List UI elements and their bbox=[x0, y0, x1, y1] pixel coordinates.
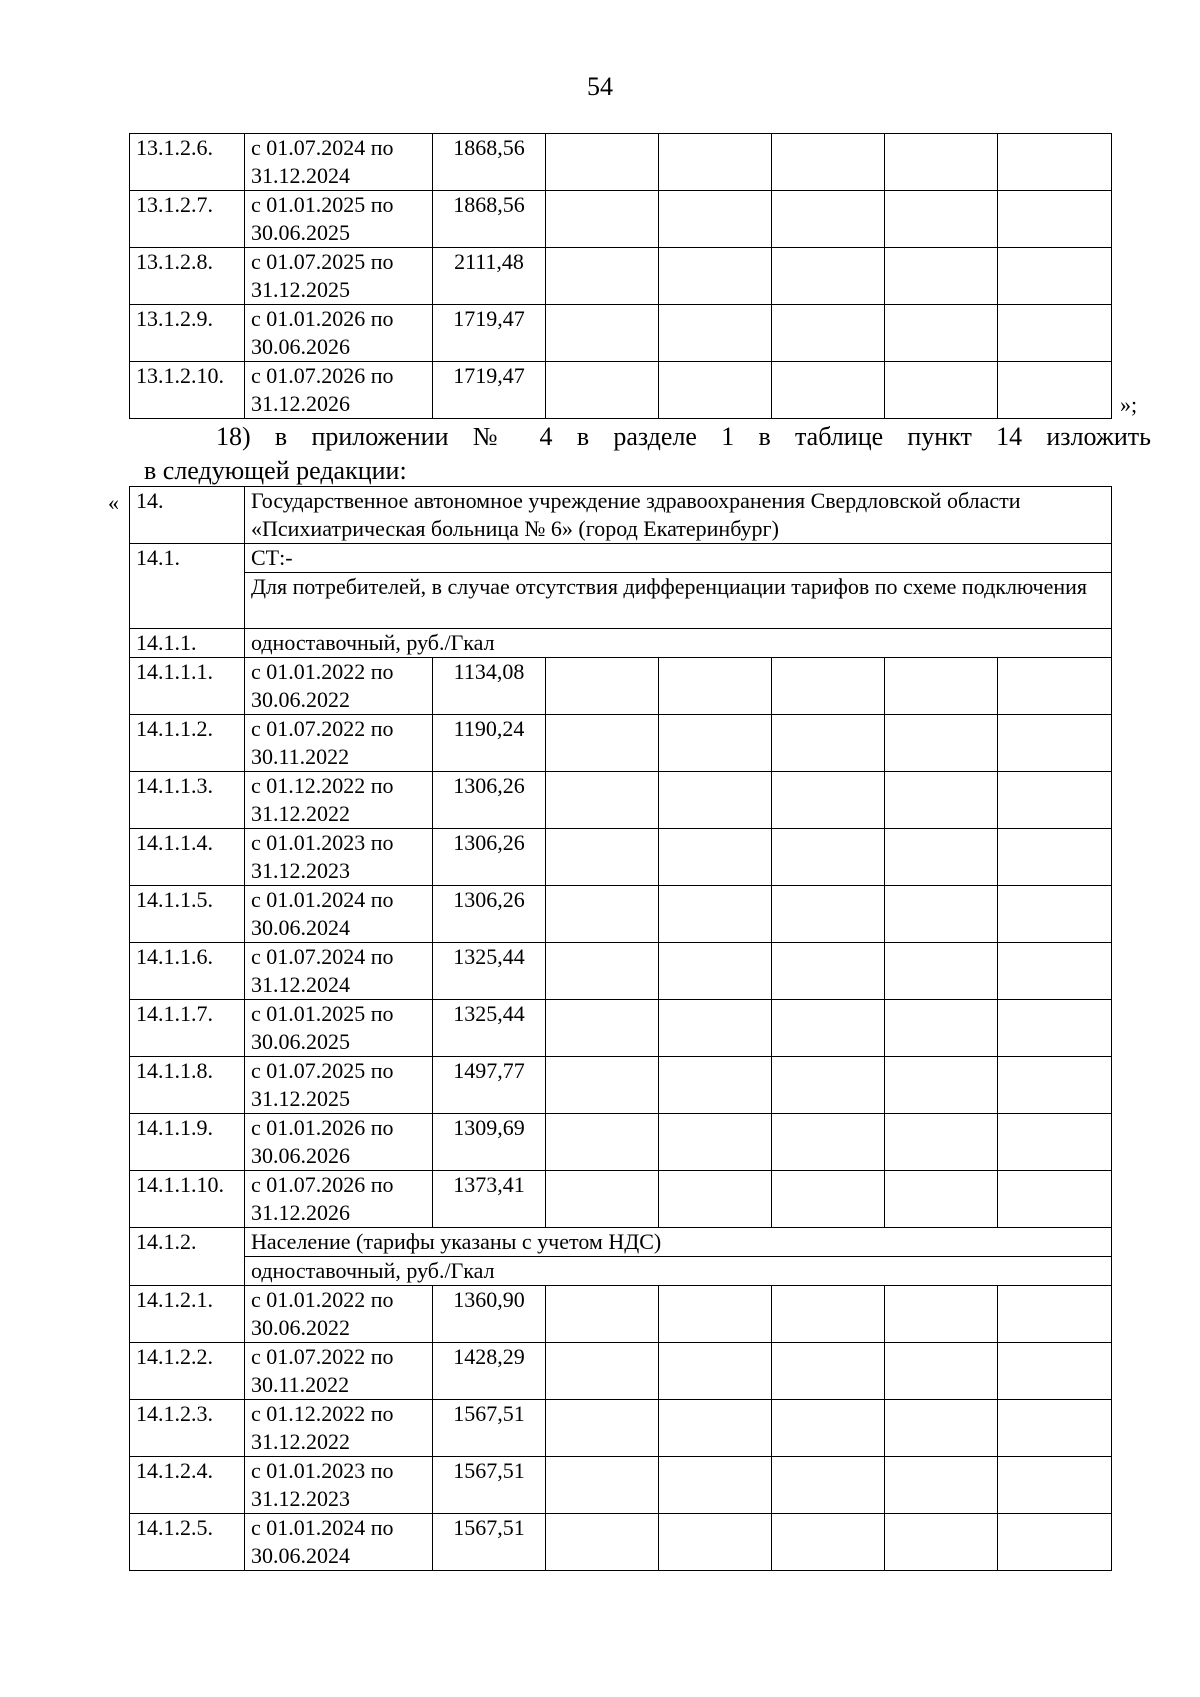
empty-cell bbox=[772, 1457, 885, 1514]
empty-cell bbox=[659, 943, 772, 1000]
empty-cell bbox=[998, 248, 1112, 305]
row-value: 1428,29 bbox=[433, 1343, 546, 1400]
row-period: с 01.07.2025 по 31.12.2025 bbox=[245, 1057, 433, 1114]
empty-cell bbox=[998, 658, 1112, 715]
table-row bbox=[130, 1400, 1112, 1457]
st-row bbox=[130, 544, 1112, 573]
row-value: 1868,56 bbox=[433, 134, 546, 191]
page-number: 54 bbox=[587, 72, 613, 101]
org-row bbox=[130, 487, 1112, 544]
table-row bbox=[130, 1171, 1112, 1228]
row-id: 13.1.2.9. bbox=[130, 305, 245, 362]
empty-cell bbox=[659, 715, 772, 772]
empty-cell bbox=[885, 772, 998, 829]
empty-cell bbox=[659, 886, 772, 943]
row-value: 1868,56 bbox=[433, 191, 546, 248]
empty-cell bbox=[659, 1171, 772, 1228]
row-value: 1306,26 bbox=[433, 772, 546, 829]
population-label: Население (тарифы указаны с учетом НДС) bbox=[245, 1228, 1112, 1257]
row-value: 1360,90 bbox=[433, 1286, 546, 1343]
row-period: с 01.01.2022 по 30.06.2022 bbox=[245, 658, 433, 715]
empty-cell bbox=[772, 1514, 885, 1571]
empty-cell bbox=[546, 1057, 659, 1114]
row-period: с 01.01.2026 по 30.06.2026 bbox=[245, 305, 433, 362]
empty-cell bbox=[885, 943, 998, 1000]
row-id: 13.1.2.7. bbox=[130, 191, 245, 248]
table-row bbox=[130, 772, 1112, 829]
empty-cell bbox=[998, 1000, 1112, 1057]
row-period: с 01.01.2022 по 30.06.2022 bbox=[245, 1286, 433, 1343]
row-value: 1497,77 bbox=[433, 1057, 546, 1114]
empty-cell bbox=[772, 1286, 885, 1343]
row-value: 1373,41 bbox=[433, 1171, 546, 1228]
row-id: 14.1.1.3. bbox=[130, 772, 245, 829]
row-period: с 01.01.2025 по 30.06.2025 bbox=[245, 1000, 433, 1057]
table-row bbox=[130, 362, 1112, 419]
empty-cell bbox=[885, 715, 998, 772]
closing-quote: »; bbox=[1120, 392, 1138, 417]
population-id: 14.1.2. bbox=[130, 1228, 245, 1286]
empty-cell bbox=[885, 248, 998, 305]
empty-cell bbox=[885, 829, 998, 886]
empty-cell bbox=[885, 191, 998, 248]
row-value: 1567,51 bbox=[433, 1400, 546, 1457]
empty-cell bbox=[998, 305, 1112, 362]
row-id: 13.1.2.8. bbox=[130, 248, 245, 305]
opening-quote: « bbox=[108, 490, 119, 515]
single-rate-row bbox=[130, 629, 1112, 658]
empty-cell bbox=[659, 772, 772, 829]
empty-cell bbox=[659, 191, 772, 248]
empty-cell bbox=[772, 248, 885, 305]
row-id: 14.1.2.3. bbox=[130, 1400, 245, 1457]
row-period: с 01.12.2022 по 31.12.2022 bbox=[245, 1400, 433, 1457]
consumers-label: Для потребителей, в случае отсутствия дифференциации тарифов по схеме подключения bbox=[245, 573, 1112, 629]
row-id: 14.1.2.2. bbox=[130, 1343, 245, 1400]
empty-cell bbox=[772, 1000, 885, 1057]
single-rate-label: одноставочный, руб./Гкал bbox=[245, 629, 1112, 658]
row-value: 1309,69 bbox=[433, 1114, 546, 1171]
empty-cell bbox=[998, 1400, 1112, 1457]
empty-cell bbox=[885, 1343, 998, 1400]
row-id: 14.1.1.6. bbox=[130, 943, 245, 1000]
table-row bbox=[130, 1114, 1112, 1171]
population-rate-label: одноставочный, руб./Гкал bbox=[245, 1257, 1112, 1286]
empty-cell bbox=[772, 305, 885, 362]
empty-cell bbox=[659, 362, 772, 419]
empty-cell bbox=[659, 1514, 772, 1571]
empty-cell bbox=[659, 134, 772, 191]
empty-cell bbox=[659, 829, 772, 886]
table-row bbox=[130, 305, 1112, 362]
empty-cell bbox=[885, 134, 998, 191]
empty-cell bbox=[546, 1514, 659, 1571]
table-row bbox=[130, 715, 1112, 772]
row-id: 14.1.1.5. bbox=[130, 886, 245, 943]
row-period: с 01.07.2022 по 30.11.2022 bbox=[245, 715, 433, 772]
row-period: с 01.07.2025 по 31.12.2025 bbox=[245, 248, 433, 305]
row-id: 14.1.2.1. bbox=[130, 1286, 245, 1343]
row-period: с 01.07.2026 по 31.12.2026 bbox=[245, 1171, 433, 1228]
empty-cell bbox=[546, 1171, 659, 1228]
tariff-table-continued bbox=[129, 133, 1112, 419]
empty-cell bbox=[659, 1000, 772, 1057]
empty-cell bbox=[885, 1000, 998, 1057]
table-row bbox=[130, 943, 1112, 1000]
empty-cell bbox=[772, 1114, 885, 1171]
empty-cell bbox=[998, 886, 1112, 943]
row-period: с 01.01.2023 по 31.12.2023 bbox=[245, 829, 433, 886]
empty-cell bbox=[772, 829, 885, 886]
row-value: 1719,47 bbox=[433, 305, 546, 362]
empty-cell bbox=[546, 191, 659, 248]
row-period: с 01.01.2024 по 30.06.2024 bbox=[245, 1514, 433, 1571]
empty-cell bbox=[772, 1057, 885, 1114]
empty-cell bbox=[546, 1343, 659, 1400]
st-label: СТ:- bbox=[245, 544, 1112, 573]
row-period: с 01.01.2026 по 30.06.2026 bbox=[245, 1114, 433, 1171]
table-row bbox=[130, 829, 1112, 886]
empty-cell bbox=[659, 1457, 772, 1514]
empty-cell bbox=[772, 772, 885, 829]
row-id: 14.1.1.2. bbox=[130, 715, 245, 772]
empty-cell bbox=[772, 1171, 885, 1228]
empty-cell bbox=[546, 1286, 659, 1343]
population-rate-row bbox=[130, 1257, 1112, 1286]
row-period: с 01.07.2024 по 31.12.2024 bbox=[245, 943, 433, 1000]
empty-cell bbox=[998, 715, 1112, 772]
empty-cell bbox=[885, 362, 998, 419]
empty-cell bbox=[998, 1286, 1112, 1343]
empty-cell bbox=[659, 1343, 772, 1400]
paragraph-line-2: в следующей редакции: bbox=[144, 456, 407, 485]
empty-cell bbox=[659, 248, 772, 305]
row-value: 2111,48 bbox=[433, 248, 546, 305]
empty-cell bbox=[546, 658, 659, 715]
empty-cell bbox=[772, 886, 885, 943]
empty-cell bbox=[885, 1514, 998, 1571]
empty-cell bbox=[885, 1400, 998, 1457]
empty-cell bbox=[998, 191, 1112, 248]
empty-cell bbox=[885, 886, 998, 943]
empty-cell bbox=[772, 1400, 885, 1457]
empty-cell bbox=[546, 829, 659, 886]
row-value: 1567,51 bbox=[433, 1457, 546, 1514]
empty-cell bbox=[659, 658, 772, 715]
table-row bbox=[130, 1457, 1112, 1514]
empty-cell bbox=[546, 943, 659, 1000]
org-id: 14. bbox=[130, 487, 245, 544]
table-row bbox=[130, 191, 1112, 248]
table-row bbox=[130, 1343, 1112, 1400]
empty-cell bbox=[998, 362, 1112, 419]
table-row bbox=[130, 886, 1112, 943]
empty-cell bbox=[998, 134, 1112, 191]
row-value: 1306,26 bbox=[433, 829, 546, 886]
empty-cell bbox=[885, 1114, 998, 1171]
row-id: 13.1.2.10. bbox=[130, 362, 245, 419]
empty-cell bbox=[885, 305, 998, 362]
row-id: 14.1.1.8. bbox=[130, 1057, 245, 1114]
table-row bbox=[130, 1057, 1112, 1114]
empty-cell bbox=[998, 772, 1112, 829]
single-rate-id: 14.1.1. bbox=[130, 629, 245, 658]
empty-cell bbox=[659, 1114, 772, 1171]
empty-cell bbox=[546, 772, 659, 829]
row-value: 1134,08 bbox=[433, 658, 546, 715]
row-period: с 01.01.2024 по 30.06.2024 bbox=[245, 886, 433, 943]
empty-cell bbox=[772, 658, 885, 715]
empty-cell bbox=[659, 305, 772, 362]
row-id: 13.1.2.6. bbox=[130, 134, 245, 191]
empty-cell bbox=[546, 1400, 659, 1457]
empty-cell bbox=[885, 1286, 998, 1343]
empty-cell bbox=[772, 134, 885, 191]
consumers-row bbox=[130, 573, 1112, 629]
paragraph-line-1: 18) в приложении № 4 в разделе 1 в таблице пункт 14 изложить bbox=[216, 422, 1151, 451]
row-value: 1567,51 bbox=[433, 1514, 546, 1571]
empty-cell bbox=[998, 829, 1112, 886]
empty-cell bbox=[546, 1114, 659, 1171]
row-period: с 01.07.2022 по 30.11.2022 bbox=[245, 1343, 433, 1400]
empty-cell bbox=[772, 362, 885, 419]
empty-cell bbox=[546, 1457, 659, 1514]
row-value: 1325,44 bbox=[433, 943, 546, 1000]
empty-cell bbox=[546, 886, 659, 943]
table-row bbox=[130, 658, 1112, 715]
empty-cell bbox=[885, 658, 998, 715]
empty-cell bbox=[772, 943, 885, 1000]
empty-cell bbox=[659, 1400, 772, 1457]
empty-cell bbox=[659, 1057, 772, 1114]
row-value: 1190,24 bbox=[433, 715, 546, 772]
population-row bbox=[130, 1228, 1112, 1257]
empty-cell bbox=[546, 248, 659, 305]
row-id: 14.1.1.9. bbox=[130, 1114, 245, 1171]
row-period: с 01.01.2025 по 30.06.2025 bbox=[245, 191, 433, 248]
empty-cell bbox=[885, 1171, 998, 1228]
org-name: Государственное автономное учреждение здравоохранения Свердловской области «Психиатрическая больница № 6» (город Екатеринбург) bbox=[245, 487, 1112, 544]
empty-cell bbox=[659, 1286, 772, 1343]
empty-cell bbox=[546, 134, 659, 191]
row-id: 14.1.1.10. bbox=[130, 1171, 245, 1228]
st-id: 14.1. bbox=[130, 544, 245, 629]
table-row bbox=[130, 1514, 1112, 1571]
row-id: 14.1.2.5. bbox=[130, 1514, 245, 1571]
row-id: 14.1.1.1. bbox=[130, 658, 245, 715]
empty-cell bbox=[998, 1343, 1112, 1400]
row-period: с 01.01.2023 по 31.12.2023 bbox=[245, 1457, 433, 1514]
tariff-table-point-14 bbox=[129, 486, 1112, 1571]
empty-cell bbox=[998, 1057, 1112, 1114]
empty-cell bbox=[772, 715, 885, 772]
empty-cell bbox=[772, 1343, 885, 1400]
row-period: с 01.07.2024 по 31.12.2024 bbox=[245, 134, 433, 191]
table-row bbox=[130, 248, 1112, 305]
empty-cell bbox=[546, 715, 659, 772]
table-row bbox=[130, 1286, 1112, 1343]
row-period: с 01.12.2022 по 31.12.2022 bbox=[245, 772, 433, 829]
row-value: 1325,44 bbox=[433, 1000, 546, 1057]
empty-cell bbox=[885, 1457, 998, 1514]
empty-cell bbox=[772, 191, 885, 248]
empty-cell bbox=[546, 1000, 659, 1057]
row-id: 14.1.2.4. bbox=[130, 1457, 245, 1514]
empty-cell bbox=[998, 943, 1112, 1000]
empty-cell bbox=[885, 1057, 998, 1114]
empty-cell bbox=[998, 1114, 1112, 1171]
row-id: 14.1.1.7. bbox=[130, 1000, 245, 1057]
table-row bbox=[130, 134, 1112, 191]
row-value: 1719,47 bbox=[433, 362, 546, 419]
row-id: 14.1.1.4. bbox=[130, 829, 245, 886]
table-row bbox=[130, 1000, 1112, 1057]
empty-cell bbox=[998, 1457, 1112, 1514]
row-period: с 01.07.2026 по 31.12.2026 bbox=[245, 362, 433, 419]
empty-cell bbox=[546, 362, 659, 419]
row-value: 1306,26 bbox=[433, 886, 546, 943]
empty-cell bbox=[998, 1171, 1112, 1228]
empty-cell bbox=[998, 1514, 1112, 1571]
empty-cell bbox=[546, 305, 659, 362]
